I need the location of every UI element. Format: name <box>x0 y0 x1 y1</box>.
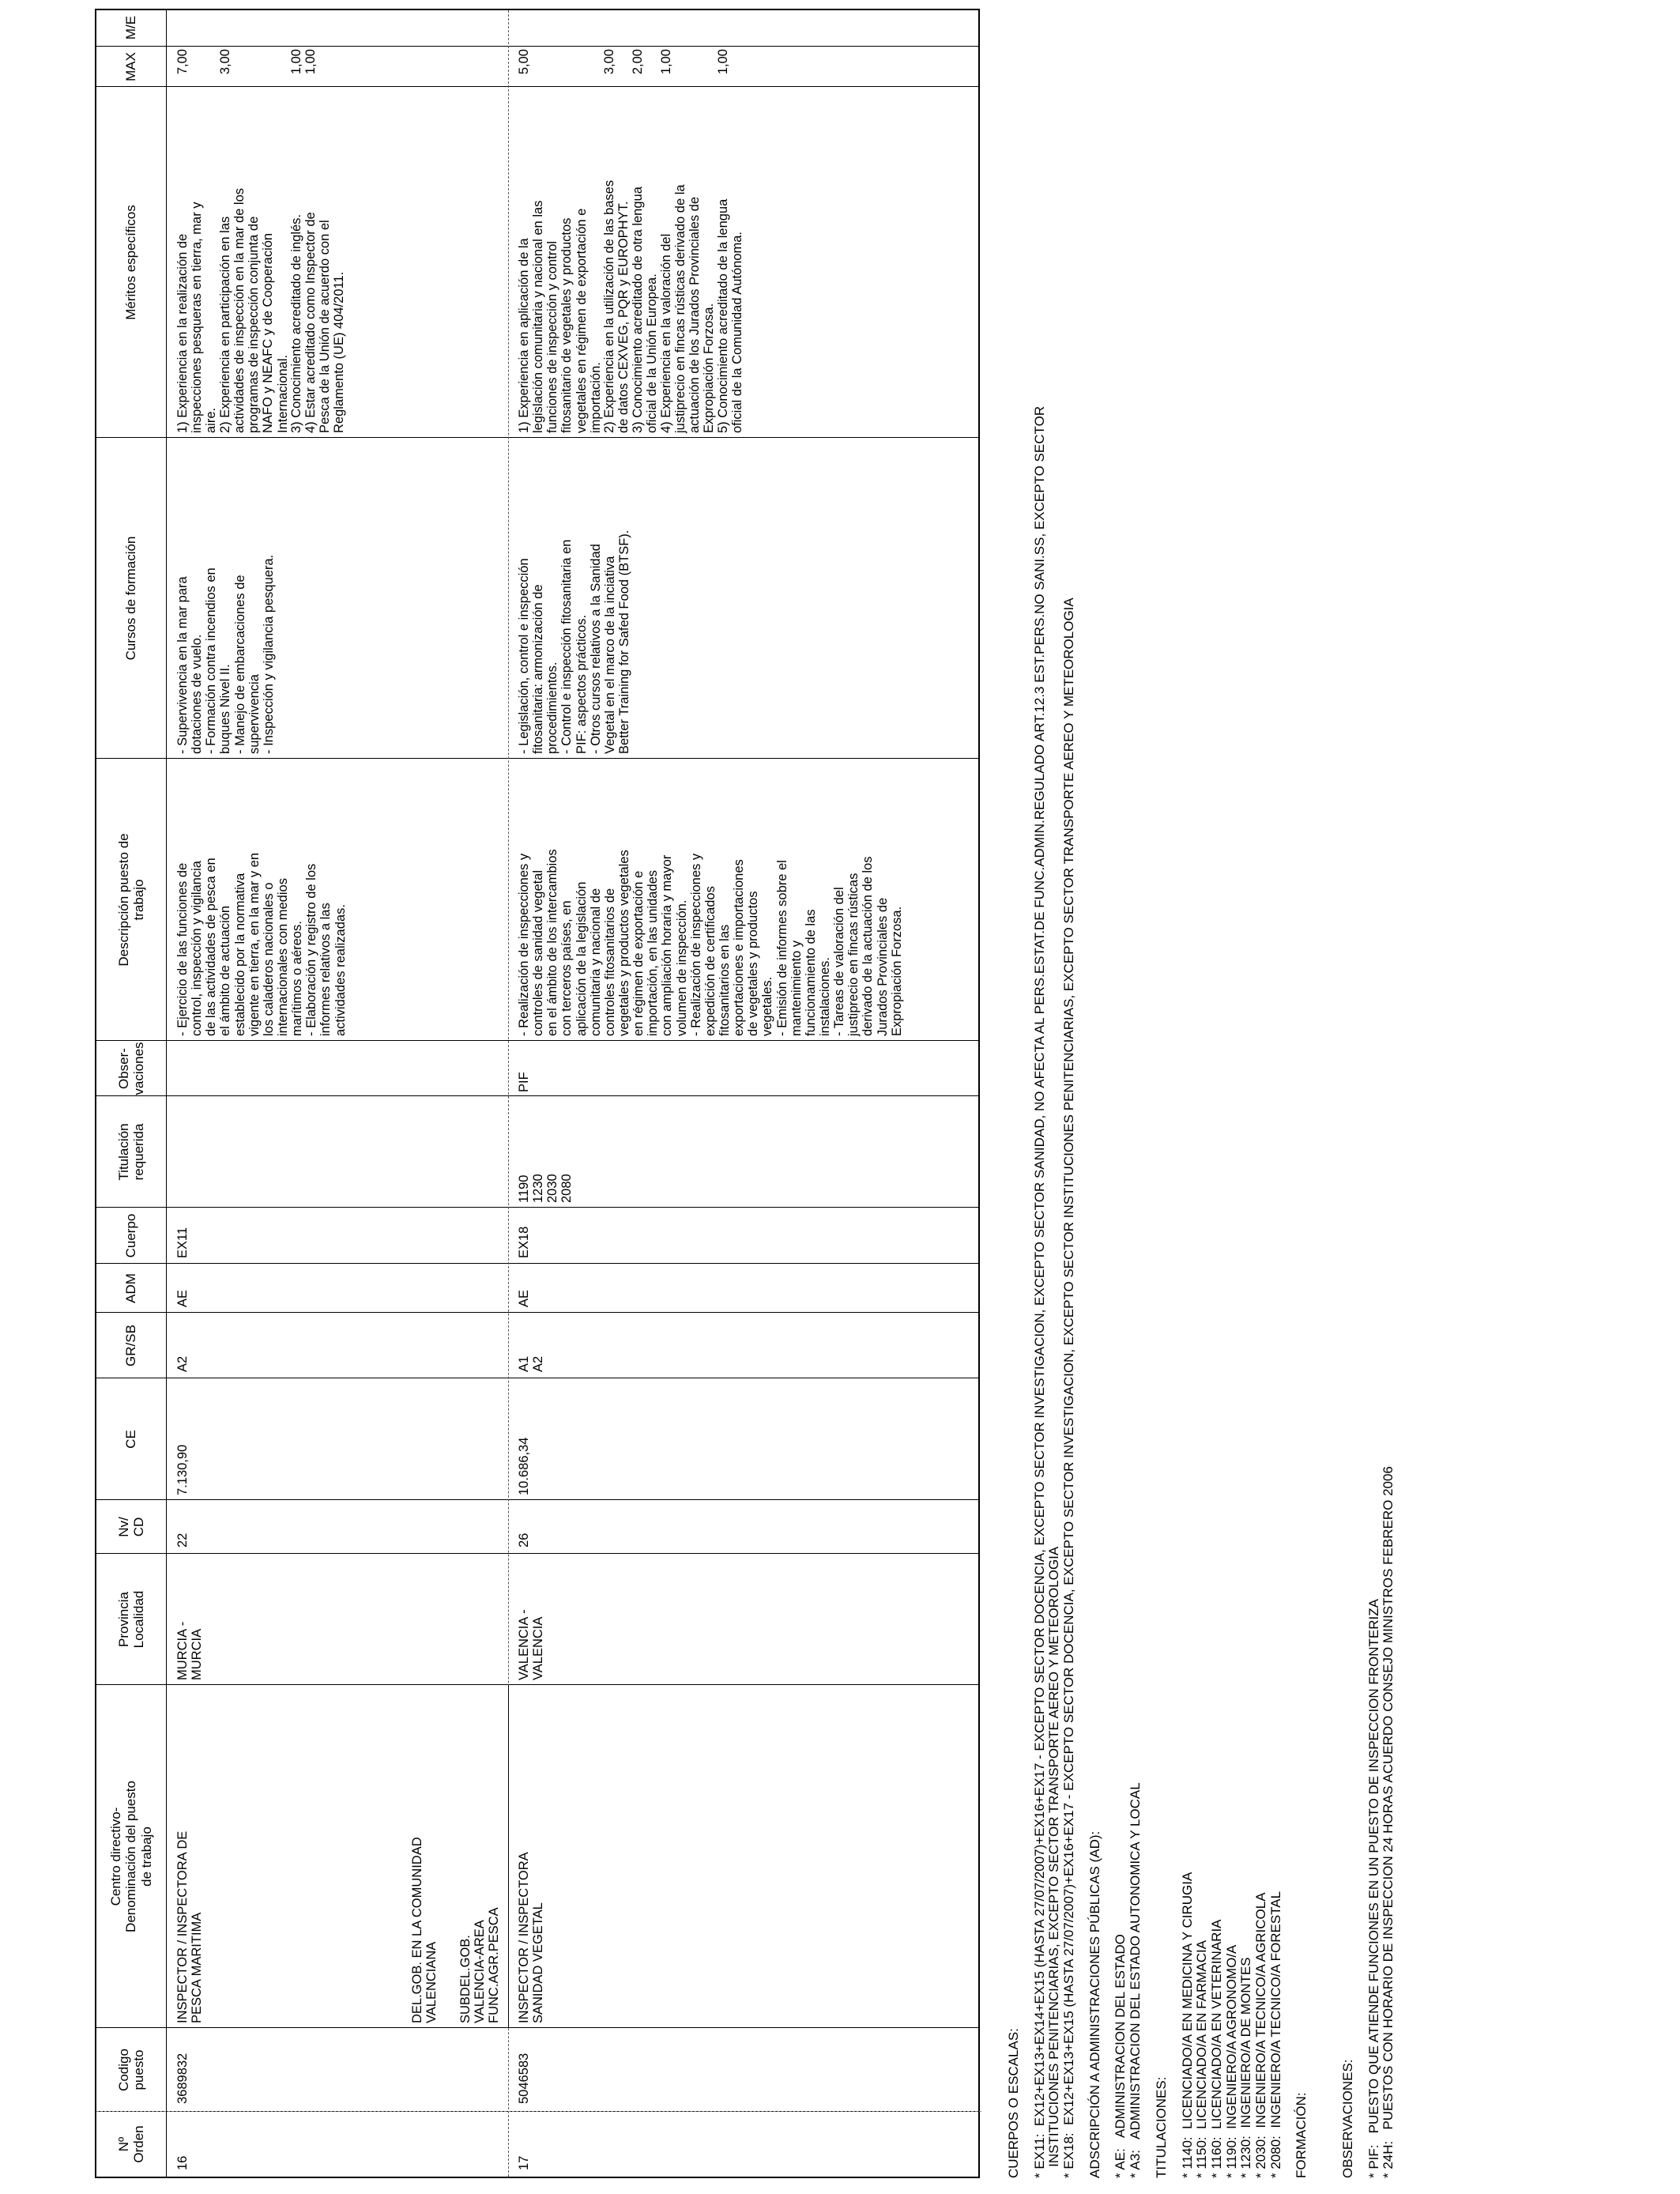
legend-titulacion-line: * 1140: LICENCIADO/A EN MEDICINA Y CIRUGIA <box>1179 1872 1195 2178</box>
header-provincia: Provincia Localidad <box>115 1590 146 1649</box>
row16-max-total: 7,00 <box>175 49 190 75</box>
legend-adscripcion-line: * A3: ADMINISTRACION DEL ESTADO AUTONOMICA Y LOCAL <box>1128 1782 1143 2178</box>
legend-cuerpos-list <box>1033 44 1077 2178</box>
row16-codigo: 3689832 <box>175 2053 190 2104</box>
legend <box>996 44 1396 2178</box>
col-divider <box>96 1684 978 1685</box>
legend-titulacion-line: * 1150: LICENCIADO/A EN FARMACIA <box>1194 1940 1210 2178</box>
row-divider-solid <box>508 1685 509 2028</box>
col-divider <box>96 1499 978 1500</box>
row17-merito-3: 3) Conocimiento acreditado de otra lengua oficial de la Unión Europea. <box>631 187 660 433</box>
row17-max-total: 5,00 <box>517 49 531 75</box>
dashed-guide <box>96 2111 981 2112</box>
row17-puesto: INSPECTOR / INSPECTORA SANIDAD VEGETAL <box>517 1852 546 2023</box>
row16-merito-4: 4) Estar acreditado como Inspector de Pesca de la Unión de acuerdo con el Reglamento (UE) 404/2011. <box>303 212 347 433</box>
row17-adm: AE <box>517 1289 531 1307</box>
legend-cuerpo-line: INSTITUCIONES PENITENCIARIAS, EXCEPTO SECTOR TRANSPORTE AEREO Y METEOROLOGIA <box>1046 1546 1062 2178</box>
row17-merito-2: 2) Experiencia en la utilización de las bases de datos CEXVEG, PQR y EUROPHYT. <box>602 179 631 433</box>
row17-max-merito-2: 2,00 <box>631 49 645 75</box>
row16-unidad: SUBDEL.GOB. VALENCIA-AREA FUNC.AGR.PESCA <box>458 1907 502 2023</box>
row17-merito-4: 4) Experiencia en la valoración del justiprecio en fincas rústicas derivado de la actuación de los Jurados Provinciales de Expropiación Forzosa. <box>659 184 717 433</box>
row17-max-merito-3: 1,00 <box>659 49 673 75</box>
row16-merito-3: 3) Conocimiento acreditado de inglés. <box>289 214 303 433</box>
row16-cursos: - Supervivencia en la mar para dotaciones de vuelo. - Formación contra incendios en buques Nivel II. - Manejo de embarcaciones de supervivencia - Inspección y vigilancia pesquera. <box>175 554 276 754</box>
legend-titulacion-line: * 1230: INGENIERO/A DE MONTES <box>1238 1957 1254 2178</box>
row17-nivel: 26 <box>517 1532 531 1547</box>
row17-merito-5: 5) Conocimiento acreditado de la lengua oficial de la Comunidad Autónoma. <box>716 198 745 433</box>
legend-cuerpo-line: * EX11: EX12+EX13+EX14+EX15 (HASTA 27/07/2007)+EX16+EX17 - EXCEPTO SECTOR DOCENCIA, EXCEPTO SECTOR INVESTIGACION, EXCEPTO SECTOR SANIDAD, NO AFECTA AL PERS.ESTAT.DE FUNC.ADMIN.REGULADO ART.12.3 EST.PERS.NO SANI.SS, EXCEPTO SECTOR <box>1031 405 1047 2178</box>
legend-cuerpos-title: CUERPOS O ESCALAS: <box>1006 2028 1021 2178</box>
header-centro: Centro directivo- Denominación del puesto de trabajo <box>108 1781 154 1932</box>
legend-formacion-title: FORMACIÓN: <box>1294 2092 1309 2178</box>
positions-table <box>95 9 980 2178</box>
col-divider <box>96 46 978 47</box>
row17-codigo: 5046583 <box>517 2053 531 2104</box>
legend-observaciones-title: OBSERVACIONES: <box>1340 2059 1355 2178</box>
row16-max-merito-1: 3,00 <box>218 49 232 75</box>
row16-cuerpo: EX11 <box>175 1227 190 1258</box>
legend-titulaciones-title: TITULACIONES: <box>1153 2076 1169 2178</box>
legend-observacion-line: * 24H: PUESTOS CON HORARIO DE INSPECCION 24 HORAS ACUERDO CONSEJO MINISTROS FEBRERO 2006 <box>1381 1466 1396 2178</box>
header-nivel: Nv/ CD <box>115 1517 146 1537</box>
header-meritos: Méritos específicos <box>123 205 139 320</box>
legend-observacion-line: * PIF: PUESTO QUE ATIENDE FUNCIONES EN UN PUESTO DE INSPECCION FRONTERIZA <box>1365 1599 1381 2178</box>
legend-titulacion-line: * 1160: LICENCIADO/A EN VETERINARIA <box>1208 1919 1224 2178</box>
row16-nivel: 22 <box>175 1532 190 1547</box>
header-grupo: GR/SB <box>123 1325 139 1367</box>
legend-titulaciones-list <box>1181 44 1284 2178</box>
row17-titulacion: 1190 1230 2030 2080 <box>517 1174 574 1203</box>
row17-max-merito-4: 1,00 <box>716 49 730 75</box>
row17-observaciones: PIF <box>517 1072 531 1092</box>
legend-titulacion-line: * 1190: INGENIERO/A AGRONOMO/A <box>1223 1944 1239 2178</box>
legend-titulacion-line: * 2080: INGENIERO/A TECNICO/A FORESTAL <box>1268 1891 1283 2178</box>
header-divider <box>166 10 167 2177</box>
row16-max-merito-3: 1,00 <box>303 49 318 75</box>
row16-merito-1: 1) Experiencia en la realización de inspecciones pesqueras en tierra, mar y aire. <box>175 202 219 433</box>
header-orden: Nº Orden <box>115 2125 146 2163</box>
header-codigo: Codigo puesto <box>115 2049 146 2091</box>
row16-max-merito-2: 1,00 <box>289 49 303 75</box>
row17-orden: 17 <box>517 2155 531 2170</box>
header-observaciones: Obser- vaciones <box>115 1042 146 1095</box>
col-divider <box>96 437 978 438</box>
legend-adscripcion-title: ADSCRIPCIÓN A ADMINISTRACIONES PÚBLICAS (AD): <box>1087 1830 1102 2178</box>
header-ce: CE <box>123 1430 139 1449</box>
col-divider <box>96 1040 978 1041</box>
row16-merito-2: 2) Experiencia en participación en las actividades de inspección en la mar de los programas de inspección conjunta de NAFO y NEAFC y de Cooperación Internacional. <box>218 187 290 433</box>
col-divider <box>96 86 978 87</box>
col-divider <box>96 1553 978 1554</box>
header-adm: ADM <box>123 1273 139 1303</box>
row17-cuerpo: EX18 <box>517 1226 531 1258</box>
header-titulacion: Titulación requerida <box>115 1123 146 1181</box>
row16-centro-directivo: DEL.GOB. EN LA COMUNIDAD VALENCIANA <box>410 1837 439 2023</box>
col-divider <box>96 1312 978 1313</box>
row16-descripcion: - Ejercicio de las funciones de control, inspección y vigilancia de las actividades de pesca en el ámbito de actuación establecido por la normativa vigente en tierra, en la mar y en los caladeros nacionales o internacionales con medios marítimos o aéreos. - Elaboración y registro de los informes relativos a las actividades realizadas. <box>175 852 348 1036</box>
col-divider <box>96 1263 978 1264</box>
row17-grupo: A1 A2 <box>517 1355 546 1372</box>
row16-puesto: INSPECTOR / INSPECTORA DE PESCA MARITIMA <box>175 1830 205 2023</box>
legend-titulacion-line: * 2030: INGENIERO/A TECNICO/A AGRICOLA <box>1252 1892 1268 2178</box>
header-max: MAX <box>123 52 139 81</box>
row17-provincia: VALENCIA - VALENCIA <box>517 1609 546 1680</box>
row17-cursos: - Legislación, control e inspección fitosanitaria: armonización de procedimientos. - Control e inspección fitosanitaria en PIF: aspectos prácticos. - Otros cursos relativos a la Sanidad Vegetal en el marco de la inciativa Better Training for Safed Food (BTSF). <box>517 530 631 754</box>
col-divider <box>96 758 978 759</box>
legend-cuerpo-line: * EX18: EX12+EX13+EX15 (HASTA 27/07/2007)+EX16+EX17 - EXCEPTO SECTOR DOCENCIA, EXCEPTO SECTOR INVESTIGACION, EXCEPTO SECTOR INSTITUCIONES PENITENCIARIAS, EXCEPTO SECTOR TRANSPORTE AEREO Y METEOROLOGIA <box>1061 598 1077 2178</box>
legend-adscripcion-list <box>1113 44 1143 2178</box>
row16-ce: 7.130,90 <box>175 1444 190 1495</box>
row16-adm: AE <box>175 1289 190 1307</box>
row16-grupo: A2 <box>175 1355 190 1372</box>
row17-merito-1: 1) Experiencia en aplicación de la legislación comunitaria y nacional en las funciones de inspección y control fitosanitario de vegetales y productos vegetales en régimen de exportación e importación. <box>517 200 603 433</box>
col-divider <box>96 2027 978 2028</box>
legend-adscripcion-line: * AE: ADMINISTRACION DEL ESTADO <box>1113 1934 1128 2178</box>
header-cursos: Cursos de formación <box>123 536 139 661</box>
legend-observaciones-list <box>1367 44 1396 2178</box>
header-cuerpo: Cuerpo <box>123 1213 139 1258</box>
row17-max-merito-1: 3,00 <box>602 49 616 75</box>
row16-orden: 16 <box>175 2155 190 2170</box>
row17-ce: 10.686,34 <box>517 1437 531 1495</box>
col-divider <box>96 1095 978 1096</box>
header-me: M/E <box>123 15 139 40</box>
col-divider <box>96 1207 978 1208</box>
row16-provincia: MURCIA - MURCIA <box>175 1621 205 1680</box>
header-descripcion: Descripción puesto de trabajo <box>115 833 146 967</box>
row17-descripcion: - Realización de inspecciones y controles de sanidad vegetal en el ámbito de los intercambios con terceros países, en aplicación de la legislación comunitaria y nacional de controles fitosanitarios de vegetales y productos vegetales en régimen de exportación e importación, en las unidades con ampliación horaria y mayor volumen de inspección. - Realización de inspecciones y expedición de certificados fitosanitarios en las exportaciones e importaciones de vegetales y productos vegetales. - Emisión de informes sobre el mantenimiento y funcionamiento de las instalaciones. - Tareas de valoración del justiprecio en fincas rústicas derivado de la actuación de los Jurados Provinciales de Expropiación Forzosa. <box>517 849 904 1036</box>
